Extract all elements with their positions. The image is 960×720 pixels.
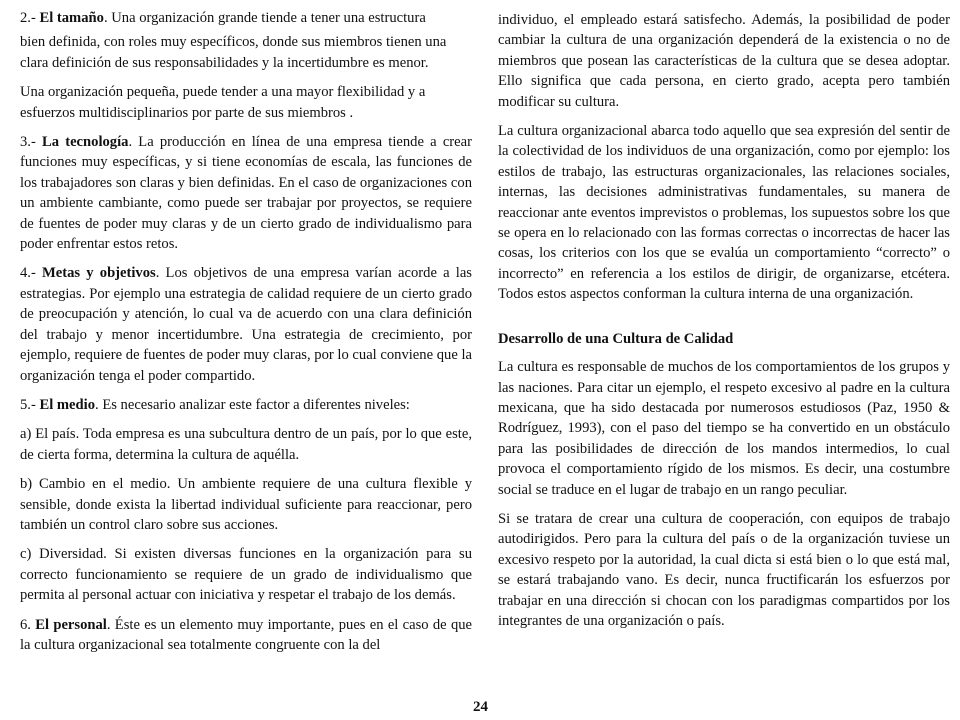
item-number: 6. [20,616,36,633]
left-column [20,8,472,664]
paragraph-goals [20,263,472,385]
paragraph-diversity: c) Diversidad. Si existen diversas funciones en la organización para su correcto funcionamiento se requiere de un grado de individualismo que permita al personal actuar con iniciativa y respetar el trabajo de los demás. [20,546,472,604]
item-title: El personal [35,616,107,633]
right-column [498,10,950,640]
paragraph-cooperation: Si se tratara de crear una cultura de cooperación, con equipos de trabajo autodirigidos. Pero para la cultura del país o de la organización tuviese un excesivo respeto por la autoridad, la cual dicta si está bien o lo que está mal, se estará trabajando vano. Es decir, nunca fructificarán los esfuerzos por trabajar en una dirección si chocan con los paradigmas compartidos por los integrantes de una organización o país. [498,510,950,629]
paragraph-culture-behaviors: La cultura es responsable de muchos de los comportamientos de los grupos y las naciones. Para citar un ejemplo, el respeto excesivo al padre en la cultura mexicana, que ha sido destacada por numerosos estudiosos (Paz, 1950 & Rodríguez, 1993), con el paso del tiempo se ha convertido en un obstáculo para las posibilidades de dirección de los mandos intermedios, lo cual provoca el comportamiento rígido de los mismos. Es decir, una costumbre social se traduce en el lugar de trabajo en un rango peculiar. [498,359,950,498]
item-number: 4.- [20,265,42,282]
item-text: . Es necesario analizar este factor a diferentes niveles: [95,396,410,413]
item-text: . La producción en línea de una empresa tiende a crear funciones muy específicas, y si tiene economías de escala, las funciones de los trabajadores son claras y bien definidas. En el caso de organizaciones con un ambiente cambiante, como puede ser trabajar por proyectos, se requiere de fuentes de poder muy claras y de un cierto grado de individualismo para poder enfrentar estos retos. [20,134,472,253]
section-heading: Desarrollo de una Cultura de Calidad [498,330,734,347]
item-text: . Los objetivos de una empresa varían acorde a las estrategias. Por ejemplo una estrategia de calidad requiere de un cierto grado de preocupación y atención, lo cual va de acuerdo con una clara definición del trabajo y menor incertidumbre. Una estrategia de crecimiento, por ejemplo, requiere de fuentes de poder muy claras, por lo cual conviene que la organización tenga el poder compartido. [20,265,472,384]
paragraph-small-org: Una organización pequeña, puede tender a una mayor flexibilidad y a esfuerzos multidisciplinarios por parte de sus miembros . [20,84,426,121]
item-text: . Una organización grande tiende a tener una estructura [103,10,426,26]
item-title: Metas y objetivos [42,265,156,282]
paragraph-personnel [20,615,472,656]
item-title: La tecnología [42,134,129,151]
page-number: 24 [473,699,488,715]
item-title: El tamaño [39,10,104,26]
paragraph-country: a) El país. Toda empresa es una subcultura dentro de un país, por lo que este, de cierta forma, determina la cultura de aquélla. [20,426,472,463]
paragraph-environment [20,395,472,415]
paragraph-individual: individuo, el empleado estará satisfecho. Además, la posibilidad de poder cambiar la cultura de una organización dependerá de la existencia o no de miembros que posean las características de la cultura que se desea adoptar. Ello significa que cada persona, en cierto grado, acepta pero también modificar su cultura. [498,12,950,110]
paragraph-org-culture: La cultura organizacional abarca todo aquello que sea expresión del sentir de la colectividad de los individuos de una organización, como por ejemplo: los estilos de trabajo, las estructuras organizacionales, las relaciones sociales, internas, las decisiones administrativas fundamentales, su manera de reaccionar ante eventos imprevistos o problemas, los supuestos sobre los que se opera en lo relacionado con las formas correctas o incorrectas de hacer las cosas, los criterios con los que se evalúa un comportamiento “correcto” o incorrecto” en referencia a los estilos de dirigir, de organizarse, etcétera. Todos estos aspectos conforman la cultura interna de una organización. [498,123,950,303]
paragraph-size-continued: bien definida, con roles muy específicos, donde sus miembros tienen una clara definición de sus responsabilidades y la incertidumbre es menor. [20,34,447,71]
paragraph-change: b) Cambio en el medio. Un ambiente requiere de una cultura flexible y sensible, donde exista la libertad individual suficiente para reaccionar, pero también un control claro sobre sus acciones. [20,476,472,533]
paragraph-size [20,8,472,28]
item-text: . Éste es un elemento muy importante, pues en el caso de que la cultura organizacional sea totalmente congruente con la del [20,616,473,653]
item-number: 5.- [20,396,40,413]
paragraph-technology [20,132,472,254]
item-number: 2.- [20,10,40,26]
item-number: 3.- [20,134,42,151]
item-title: El medio [39,396,96,413]
